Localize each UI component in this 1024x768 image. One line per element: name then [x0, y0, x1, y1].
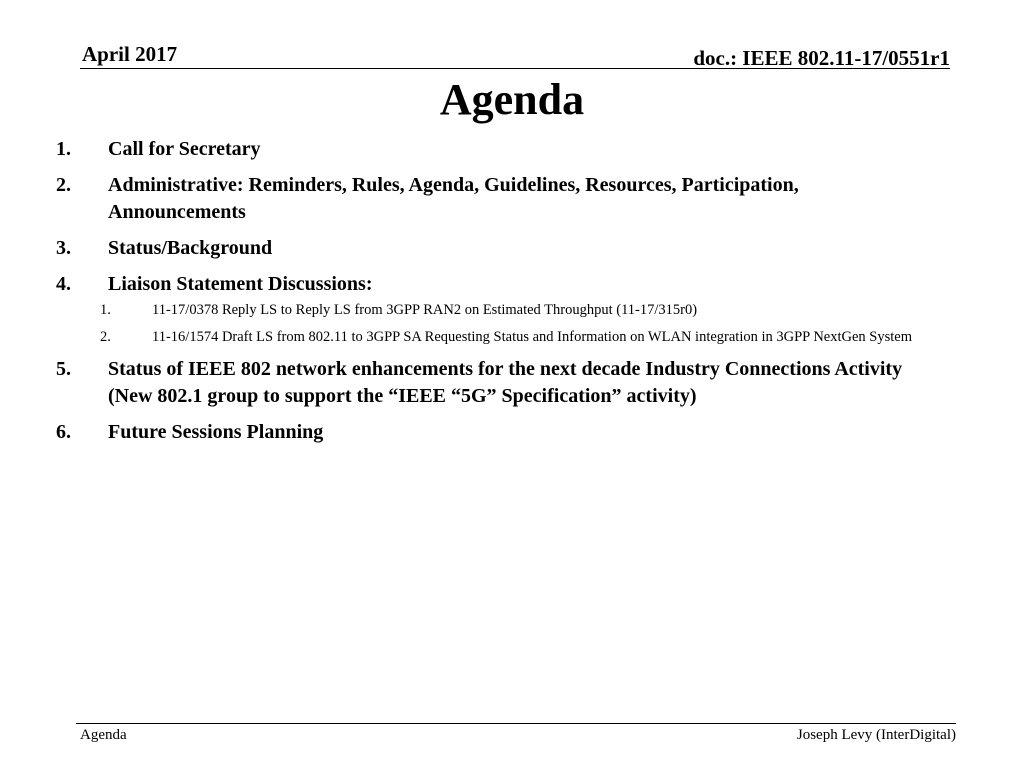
agenda-item-number: 6.	[56, 421, 71, 443]
agenda-item-text: Call for Secretary	[108, 138, 261, 160]
agenda-list	[0, 136, 1024, 446]
agenda-item-text: Liaison Statement Discussions:	[108, 273, 373, 295]
footer-title: Agenda	[80, 727, 127, 743]
agenda-item	[0, 356, 1024, 410]
agenda-subitem-text: 11-17/0378 Reply LS to Reply LS from 3GPP RAN2 on Estimated Throughput (11-17/315r0)	[152, 302, 698, 318]
agenda-item-text: Status/Background	[108, 237, 273, 259]
agenda-subitem-number: 2.	[100, 329, 111, 345]
header-doc-number: doc.: IEEE 802.11-17/0551r1	[693, 46, 950, 70]
slide-title: Agenda	[439, 75, 585, 124]
agenda-item	[0, 136, 1024, 163]
agenda-item-number: 4.	[56, 273, 71, 295]
agenda-subitem-number: 1.	[100, 302, 111, 318]
footer-author: Joseph Levy (InterDigital)	[796, 727, 956, 743]
header-date: April 2017	[82, 42, 178, 66]
agenda-item-text: Status of IEEE 802 network enhancements for the next decade Industry Connections Activity (New 802.1 group to support the “IEEE “5G” Specification” activity)	[108, 358, 903, 407]
agenda-subitem	[0, 300, 1024, 320]
agenda-item-number: 5.	[56, 358, 71, 380]
agenda-sublist	[0, 300, 1024, 347]
agenda-subitem	[0, 327, 1024, 347]
header-divider	[80, 68, 950, 69]
agenda-subitem-text: 11-16/1574 Draft LS from 802.11 to 3GPP SA Requesting Status and Information on WLAN integration in 3GPP NextGen System	[152, 329, 912, 345]
agenda-item-number: 3.	[56, 237, 71, 259]
agenda-item-text: Future Sessions Planning	[108, 421, 324, 443]
agenda-item-number: 2.	[56, 174, 71, 196]
agenda-item	[0, 172, 1024, 226]
agenda-item	[0, 419, 1024, 446]
agenda-item-number: 1.	[56, 138, 71, 160]
agenda-item	[0, 235, 1024, 262]
agenda-item-text: Administrative: Reminders, Rules, Agenda, Guidelines, Resources, Participation, Announcements	[108, 174, 799, 223]
agenda-item	[0, 271, 1024, 347]
footer-divider	[76, 723, 956, 724]
